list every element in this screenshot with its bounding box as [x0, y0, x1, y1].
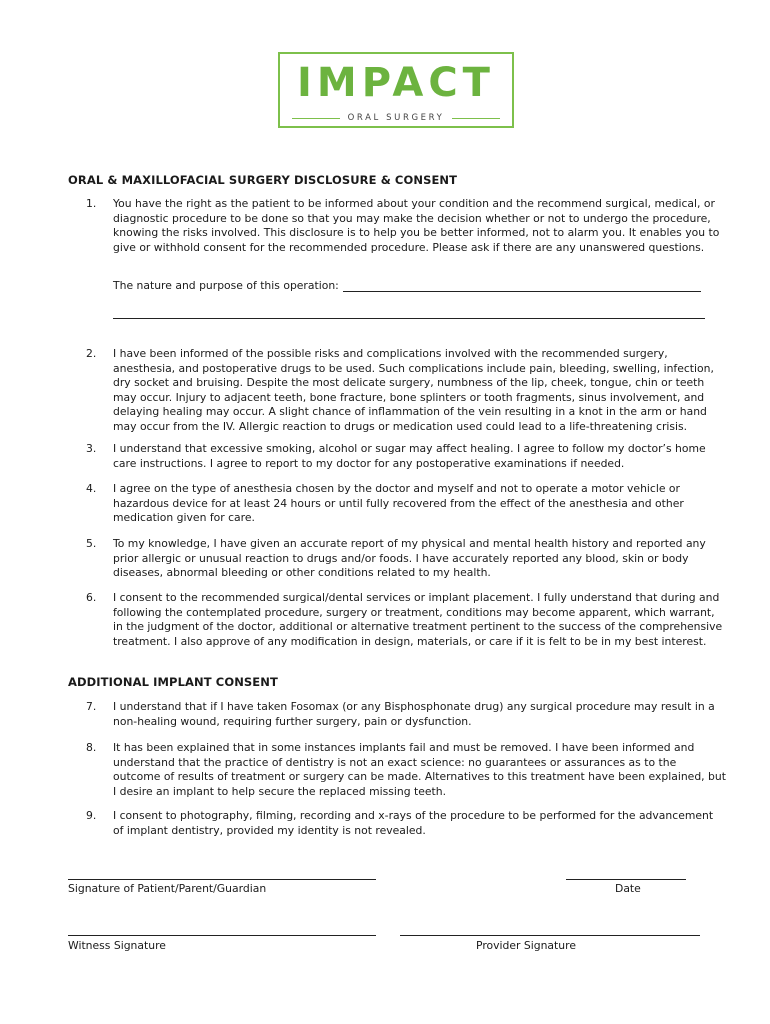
consent-item-9 [86, 809, 726, 838]
date-line[interactable] [566, 878, 686, 880]
item-text: I understand that if I have taken Fosomax (or any Bisphosphonate drug) any surgical procedure may result in a non-healing wound, requiring further surgery, pain or dysfunction. [113, 700, 715, 728]
item-text: I consent to the recommended surgical/dental services or implant placement. I fully understand that during and following the contemplated procedure, surgery or treatment, conditions may become apparent, which warrant, in the judgment of the doctor, additional or alternative treatment pertinent to the success of the comprehensive treatment. I also approve of any modification in design, materials, or care if it is felt to be in my best interest. [113, 591, 723, 648]
consent-item-3 [86, 442, 726, 471]
consent-item-1 [86, 197, 726, 255]
logo-rule-left [292, 118, 340, 119]
consent-item-8 [86, 741, 726, 799]
item-text: I agree on the type of anesthesia chosen by the doctor and myself and not to operate a motor vehicle or hazardous device for at least 24 hours or until fully recovered from the effect of the anesthesia and other medication given for care. [113, 482, 684, 525]
witness-signature-label: Witness Signature [68, 939, 166, 952]
item-text: It has been explained that in some instances implants fail and must be removed. I have been informed and understand that the practice of dentistry is not an exact science: no guarantees or assurances as to the outcome of results of treatment or surgery can be made. Alternatives to this treatment have been explained, but I desire an implant to help secure the replaced missing teeth. [113, 741, 726, 798]
item-text: To my knowledge, I have given an accurate report of my physical and mental health history and reported any prior allergic or unusual reaction to drugs and/or foods. I have accurately reported any blood, skin or body diseases, abnormal bleeding or other conditions related to my health. [113, 537, 706, 580]
item-number: 6. [86, 591, 97, 604]
item-text: I consent to photography, filming, recording and x-rays of the procedure to be performed for the advancement of implant dentistry, provided my identity is not revealed. [113, 809, 714, 837]
consent-item-5 [86, 537, 726, 581]
impact-logo [278, 52, 514, 128]
date-label: Date [615, 882, 641, 895]
consent-item-2 [86, 347, 726, 435]
logo-tagline: ORAL SURGERY [347, 113, 445, 123]
consent-item-7 [86, 700, 726, 729]
item-number: 2. [86, 347, 97, 360]
witness-signature-line[interactable] [68, 934, 376, 936]
item-text: I have been informed of the possible risks and complications involved with the recommended surgery, anesthesia, and postoperative drugs to be used. Such complications include pain, bleeding, swelling, infection, dry socket and bruising. Despite the most delicate surgery, numbness of the lip, cheek, tongue, chin or teeth may occur. Injury to adjacent teeth, bone fracture, bone splinters or tooth fragments, sinus involvement, and delaying healing may occur. A slight chance of inflammation of the vein resulting in a knot in the arm or hand may occur from the IV. Allergic reaction to drugs or medication used could lead to a life-threatening crisis. [113, 347, 714, 433]
item-text: You have the right as the patient to be informed about your condition and the recommend surgical, medical, or diagnostic procedure to be done so that you may make the decision whether or not to undergo the procedure, knowing the risks involved. This disclosure is to help you be better informed, not to alarm you. It enables you to give or withhold consent for the recommended procedure. Please ask if there are any unanswered questions. [113, 197, 720, 254]
consent-item-4 [86, 482, 726, 526]
patient-signature-label: Signature of Patient/Parent/Guardian [68, 882, 267, 895]
nature-field[interactable] [343, 279, 701, 292]
provider-signature-line[interactable] [400, 934, 700, 936]
implant-consent-heading: ADDITIONAL IMPLANT CONSENT [68, 675, 278, 689]
consent-item-6 [86, 591, 726, 649]
item-number: 4. [86, 482, 97, 495]
nature-field-line-2[interactable] [113, 306, 705, 319]
item-number: 7. [86, 700, 97, 713]
item-number: 9. [86, 809, 97, 822]
item-number: 5. [86, 537, 97, 550]
provider-signature-label: Provider Signature [476, 939, 576, 952]
logo-rule-right [452, 118, 500, 119]
nature-label: The nature and purpose of this operation: [113, 279, 339, 292]
nature-of-operation-row [113, 279, 701, 292]
logo-tagline-row [292, 112, 500, 124]
item-number: 3. [86, 442, 97, 455]
logo-name: IMPACT [297, 60, 495, 106]
item-number: 1. [86, 197, 97, 210]
patient-signature-line[interactable] [68, 878, 376, 880]
item-text: I understand that excessive smoking, alcohol or sugar may affect healing. I agree to follow my doctor’s home care instructions. I agree to report to my doctor for any postoperative examinations if needed. [113, 442, 706, 470]
item-number: 8. [86, 741, 97, 754]
disclosure-heading: ORAL & MAXILLOFACIAL SURGERY DISCLOSURE & CONSENT [68, 173, 458, 187]
